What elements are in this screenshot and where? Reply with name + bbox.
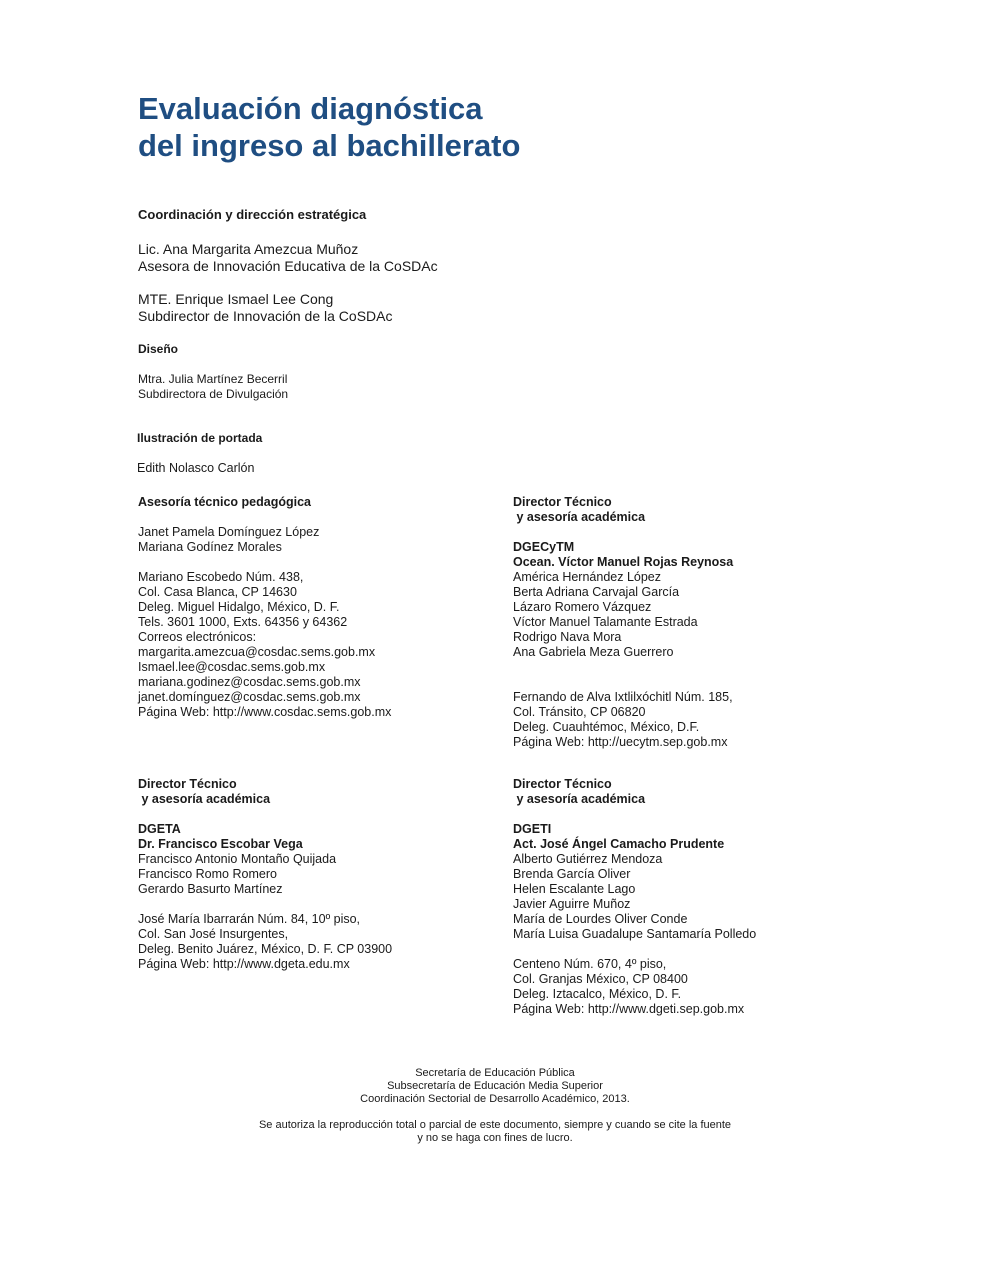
advisory-section [138,495,391,720]
dgeti-member: María Luisa Guadalupe Santamaría Polledo [513,927,757,941]
dgeta-org: DGETA [138,822,181,836]
coordinator-2 [138,291,392,325]
dgeti-heading-1: Director Técnico [513,777,612,791]
dgeta-address-line: José María Ibarrarán Núm. 84, 10º piso, [138,912,361,926]
advisory-address-line: Col. Casa Blanca, CP 14630 [138,585,297,599]
dgeti-website: Página Web: http://www.dgeti.sep.gob.mx [513,1002,745,1016]
advisory-heading: Asesoría técnico pedagógica [138,495,311,509]
dgeta-member: Francisco Romo Romero [138,867,277,881]
advisory-email: Ismael.lee@cosdac.sems.gob.mx [138,660,326,674]
dgeta-director: Dr. Francisco Escobar Vega [138,837,303,851]
dgeti-member: Alberto Gutiérrez Mendoza [513,852,663,866]
dgecytm-director: Ocean. Víctor Manuel Rojas Reynosa [513,555,734,569]
dgeta-heading-1: Director Técnico [138,777,237,791]
dgecytm-org: DGECyTM [513,540,575,554]
dgeta-address-line: Deleg. Benito Juárez, México, D. F. CP 03900 [138,942,393,956]
dgecytm-section [513,495,733,750]
dgeti-member: Helen Escalante Lago [513,882,636,896]
dgecytm-website: Página Web: http://uecytm.sep.gob.mx [513,735,728,749]
dgecytm-heading-2: y asesoría académica [513,510,646,524]
dgeta-website: Página Web: http://www.dgeta.edu.mx [138,957,350,971]
advisory-address-line: Mariano Escobedo Núm. 438, [138,570,304,584]
design-name: Mtra. Julia Martínez Becerril [138,372,288,386]
advisory-email: janet.domínguez@cosdac.sems.gob.mx [138,690,361,704]
design-credit [138,372,288,402]
dgecytm-member: Víctor Manuel Talamante Estrada [513,615,698,629]
footer-line: Secretaría de Educación Pública [415,1067,575,1079]
dgecytm-member: América Hernández López [513,570,661,584]
cover-name: Edith Nolasco Carlón [137,461,255,475]
dgeti-address-line: Centeno Núm. 670, 4º piso, [513,957,667,971]
footer-line: Subsecretaría de Educación Media Superior [387,1080,603,1092]
dgecytm-address-line: Col. Tránsito, CP 06820 [513,705,646,719]
coordinator-1-role: Asesora de Innovación Educativa de la CoSDAc [138,258,438,274]
dgeti-section [513,777,756,1017]
advisory-website: Página Web: http://www.cosdac.sems.gob.mx [138,705,392,719]
dgeti-director: Act. José Ángel Camacho Prudente [513,837,725,851]
dgecytm-member: Berta Adriana Carvajal García [513,585,680,599]
title-line-1: Evaluación diagnóstica [138,91,483,126]
coordinator-2-role: Subdirector de Innovación de la CoSDAc [138,308,393,324]
dgeti-address-line: Col. Granjas México, CP 08400 [513,972,688,986]
advisory-address-line: Deleg. Miguel Hidalgo, México, D. F. [138,600,340,614]
dgecytm-heading-1: Director Técnico [513,495,612,509]
advisory-email: mariana.godinez@cosdac.sems.gob.mx [138,675,361,689]
coordinator-2-name: MTE. Enrique Ismael Lee Cong [138,291,334,307]
advisory-member: Janet Pamela Domínguez López [138,525,320,539]
dgecytm-member: Lázaro Romero Vázquez [513,600,652,614]
dgecytm-member: Ana Gabriela Meza Guerrero [513,645,674,659]
dgeti-member: María de Lourdes Oliver Conde [513,912,688,926]
advisory-email: margarita.amezcua@cosdac.sems.gob.mx [138,645,376,659]
design-heading: Diseño [138,342,179,356]
dgeta-heading-2: y asesoría académica [138,792,271,806]
dgeti-org: DGETI [513,822,552,836]
coordinator-1 [138,241,438,275]
page-title [138,90,520,164]
footer-institution [0,1067,990,1106]
dgecytm-member: Rodrigo Nava Mora [513,630,622,644]
footer-notice-line: Se autoriza la reproducción total o parcial de este documento, siempre y cuando se cite la fuente [258,1119,732,1131]
footer-notice [0,1119,990,1145]
advisory-phone: Tels. 3601 1000, Exts. 64356 y 64362 [138,615,348,629]
dgeti-heading-2: y asesoría académica [513,792,646,806]
dgeti-member: Javier Aguirre Muñoz [513,897,631,911]
dgecytm-address-line: Deleg. Cuauhtémoc, México, D.F. [513,720,700,734]
coordinator-1-name: Lic. Ana Margarita Amezcua Muñoz [138,241,359,257]
advisory-member: Mariana Godínez Morales [138,540,282,554]
advisory-emails-label: Correos electrónicos: [138,630,257,644]
footer-notice-line: y no se haga con fines de lucro. [417,1132,573,1144]
dgeta-member: Francisco Antonio Montaño Quijada [138,852,337,866]
footer-line: Coordinación Sectorial de Desarrollo Académico, 2013. [360,1093,630,1105]
coordination-heading: Coordinación y dirección estratégica [138,207,367,222]
cover-heading: Ilustración de portada [137,431,263,445]
dgeta-member: Gerardo Basurto Martínez [138,882,283,896]
dgecytm-address-line: Fernando de Alva Ixtlilxóchitl Núm. 185, [513,690,733,704]
dgeta-section [138,777,392,972]
title-line-2: del ingreso al bachillerato [138,128,521,163]
dgeta-address-line: Col. San José Insurgentes, [138,927,289,941]
design-role: Subdirectora de Divulgación [138,387,289,401]
dgeti-member: Brenda García Oliver [513,867,631,881]
dgeti-address-line: Deleg. Iztacalco, México, D. F. [513,987,682,1001]
